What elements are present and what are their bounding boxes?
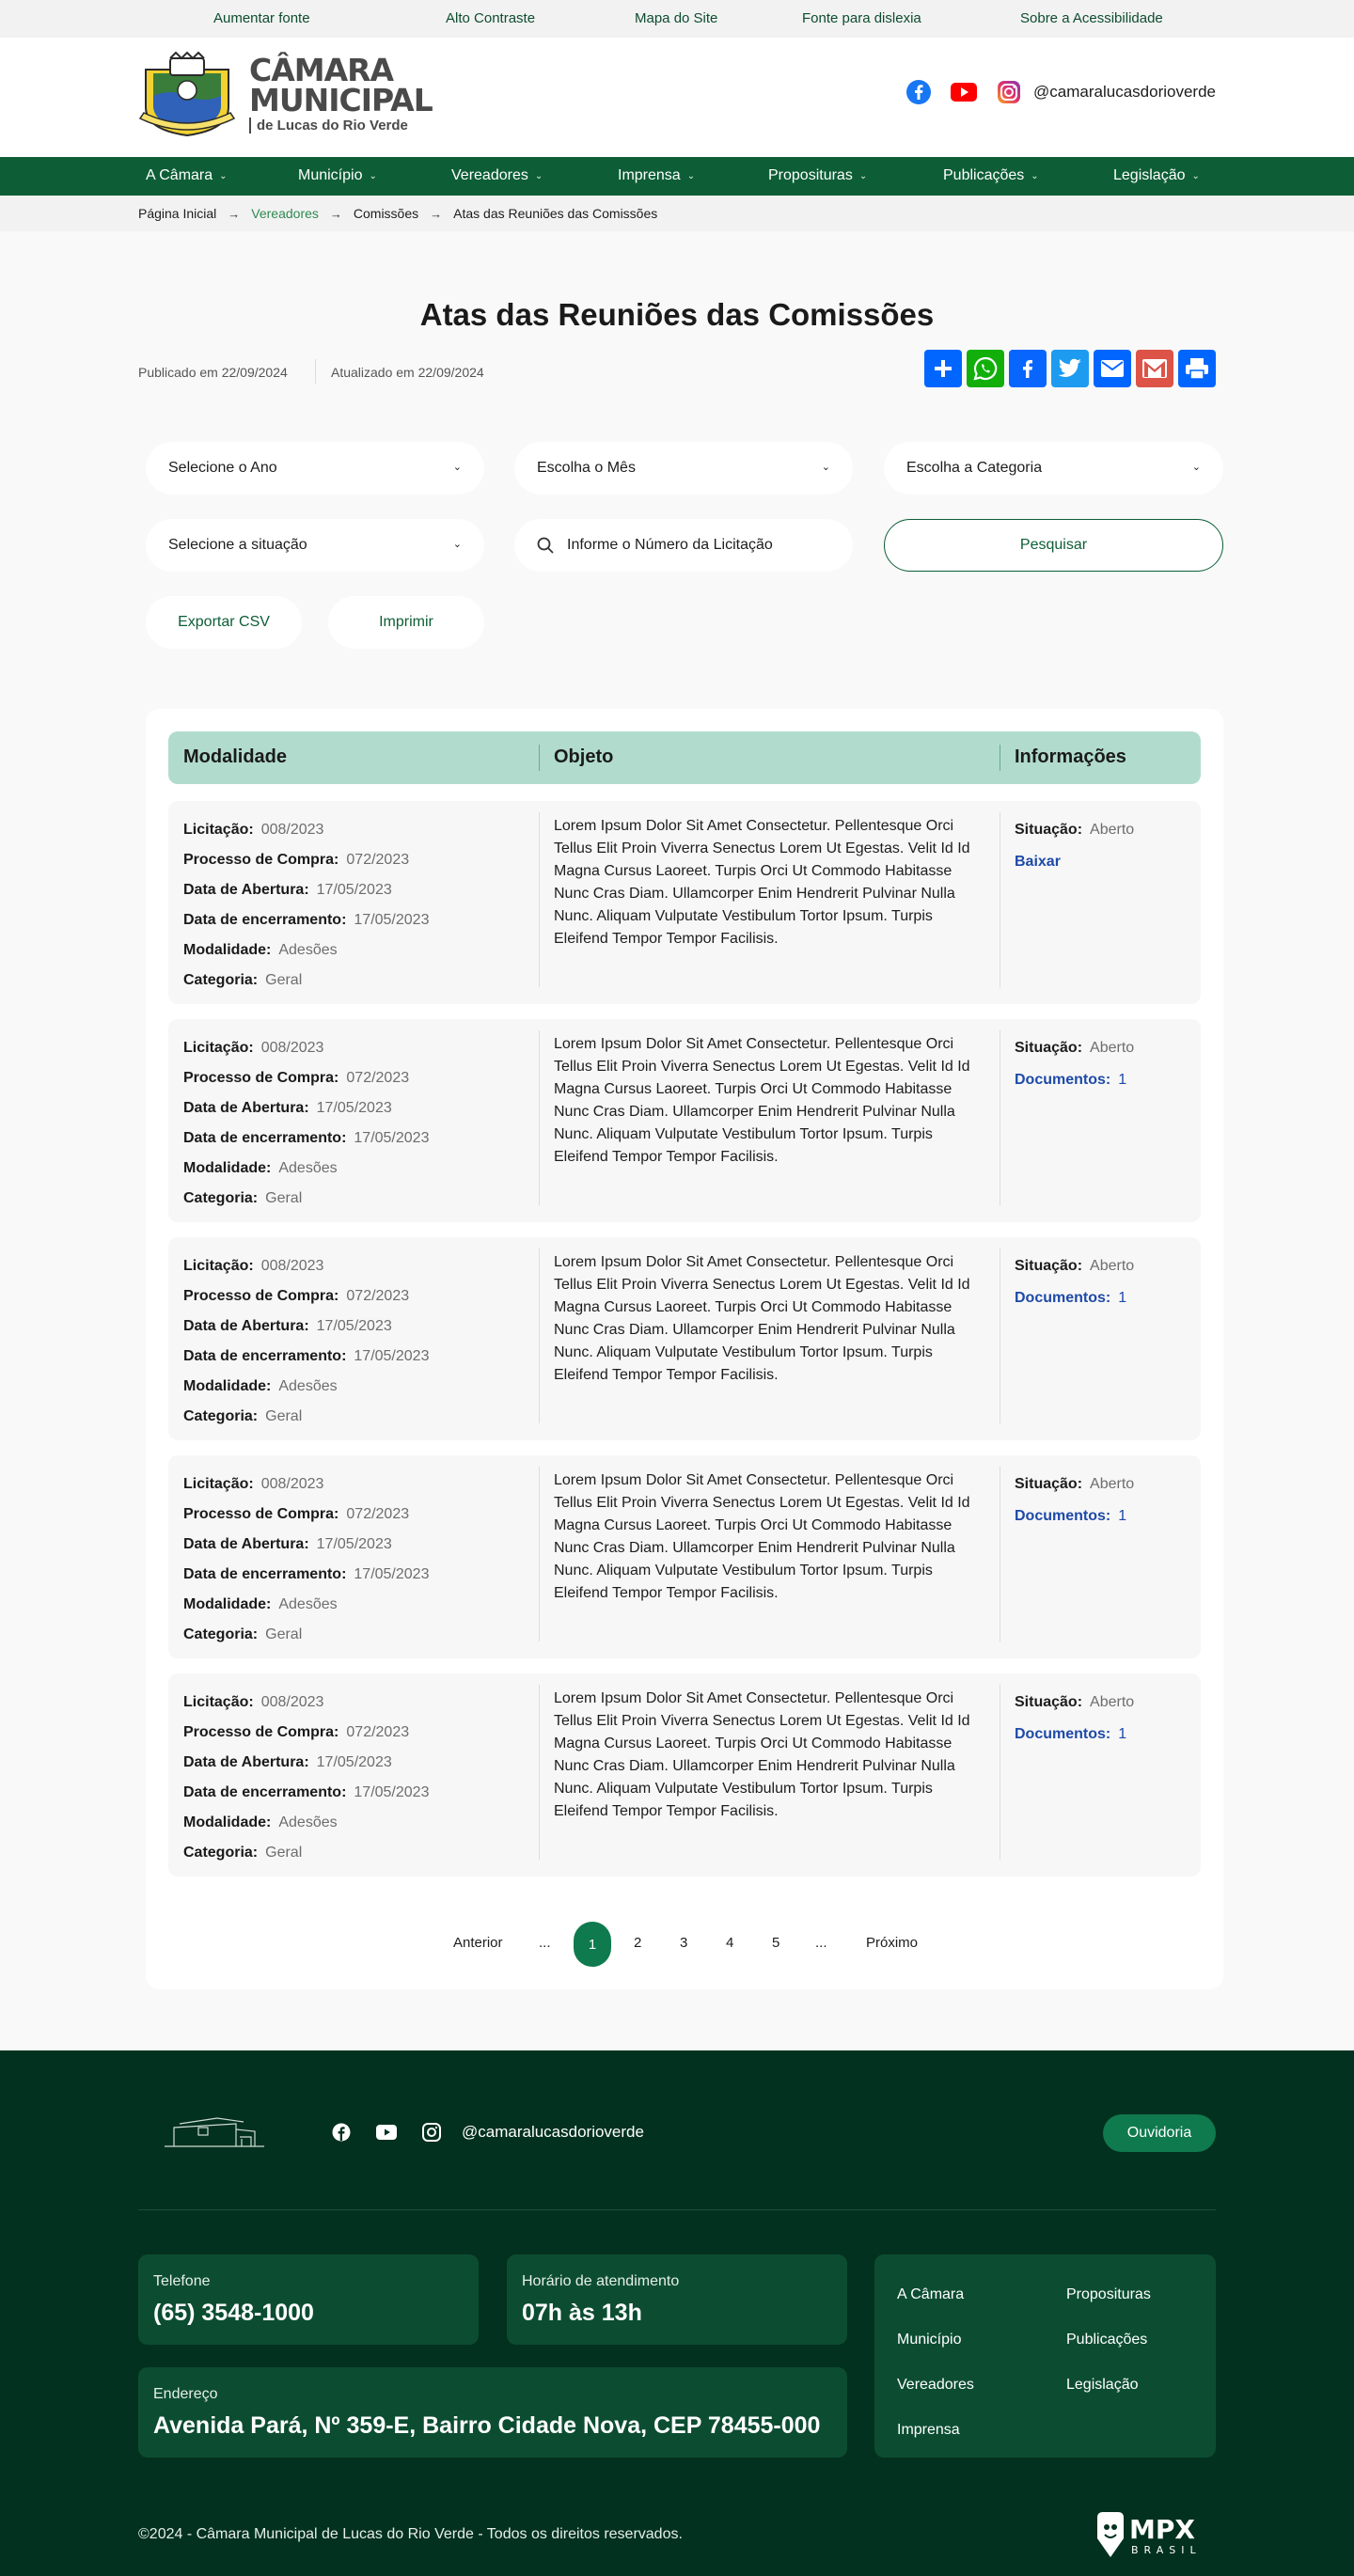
row-situacao-label: Situação: (1015, 1258, 1083, 1274)
row-processo-value: 072/2023 (346, 1288, 410, 1304)
chevron-down-icon: ⌄ (219, 170, 228, 181)
situation-select[interactable] (146, 519, 484, 572)
row-modalidade (183, 1590, 429, 1620)
youtube-icon[interactable] (951, 79, 977, 105)
chevron-down-icon: ⌄ (821, 462, 830, 473)
row-licitacao (183, 1688, 429, 1718)
row-documentos-link[interactable] (1015, 1718, 1134, 1751)
row-modalidade-label: Modalidade: (183, 1378, 272, 1394)
row-categoria-label: Categoria: (183, 1408, 259, 1424)
row-licitacao-label: Licitação: (183, 1694, 254, 1710)
row-documentos-link[interactable] (1015, 1500, 1134, 1533)
instagram-icon[interactable] (420, 2121, 443, 2144)
row-informacoes-cell (1015, 1251, 1134, 1315)
chevron-down-icon: ⌄ (452, 539, 462, 550)
row-documentos-link[interactable] (1015, 1281, 1134, 1315)
building-icon (161, 2114, 268, 2152)
chevron-down-icon: ⌄ (534, 170, 543, 181)
accessibility-bar (0, 0, 1354, 38)
row-documentos-count: 1 (1118, 1072, 1127, 1088)
row-processo (183, 1063, 429, 1093)
breadcrumb-vereadores[interactable]: Vereadores (251, 206, 319, 221)
row-abertura-label: Data de Abertura: (183, 1100, 309, 1116)
row-encerramento-label: Data de encerramento: (183, 1566, 347, 1582)
breadcrumb-home[interactable]: Página Inicial (138, 206, 217, 221)
row-licitacao-label: Licitação: (183, 822, 254, 838)
row-abertura-value: 17/05/2023 (316, 1536, 392, 1552)
results-card (146, 709, 1223, 1989)
footer-link-proposituras[interactable]: Proposituras (1066, 2286, 1151, 2302)
arrow-right-icon: → (329, 206, 342, 221)
ouvidoria-button[interactable]: Ouvidoria (1103, 2114, 1216, 2152)
row-categoria-value: Geral (265, 1845, 303, 1861)
row-abertura-label: Data de Abertura: (183, 1536, 309, 1552)
row-processo-label: Processo de Compra: (183, 1724, 339, 1740)
twitter-icon[interactable] (1051, 350, 1089, 387)
nav-item-camara[interactable] (146, 167, 228, 184)
hours-label: Horário de atendimento (522, 2273, 680, 2289)
nav-label: Município (298, 167, 363, 183)
row-encerramento (183, 1778, 429, 1808)
row-processo-label: Processo de Compra: (183, 1506, 339, 1522)
logo-line-3: de Lucas do Rio Verde (249, 118, 433, 134)
row-modalidade-label: Modalidade: (183, 1814, 272, 1830)
phone-label: Telefone (153, 2273, 211, 2289)
row-modalidade-cell (183, 815, 429, 996)
search-icon (537, 537, 554, 554)
row-download-link[interactable]: Baixar (1015, 854, 1061, 870)
row-situacao-label: Situação: (1015, 822, 1083, 838)
row-documentos-count: 1 (1118, 1508, 1127, 1524)
row-licitacao-label: Licitação: (183, 1040, 254, 1056)
pagination-ellipsis: ... (815, 1935, 827, 1951)
row-modalidade-cell (183, 1033, 429, 1214)
row-encerramento-value: 17/05/2023 (354, 1130, 430, 1146)
site-header (0, 38, 1354, 157)
row-situacao-value: Aberto (1090, 1040, 1135, 1056)
row-encerramento-label: Data de encerramento: (183, 912, 347, 928)
row-encerramento (183, 1123, 429, 1154)
copyright: ©2024 - Câmara Municipal de Lucas do Rio Verde - Todos os direitos reservados. (138, 2526, 683, 2542)
nav-label: Legislação (1113, 167, 1186, 183)
footer-link-imprensa[interactable]: Imprensa (897, 2422, 960, 2438)
chevron-down-icon: ⌄ (858, 170, 868, 181)
row-situacao-value: Aberto (1090, 822, 1135, 838)
row-encerramento (183, 1342, 429, 1372)
chevron-down-icon: ⌄ (452, 462, 462, 473)
row-categoria (183, 966, 429, 996)
nav-label: Imprensa (618, 167, 681, 183)
cell-divider (539, 812, 540, 987)
pagination-page[interactable]: 5 (772, 1935, 780, 1951)
pagination-page-current[interactable]: 1 (574, 1922, 611, 1967)
address-label: Endereço (153, 2386, 218, 2402)
main-content (138, 297, 1216, 1989)
row-situacao-label: Situação: (1015, 1040, 1083, 1056)
main-nav (0, 157, 1354, 196)
footer-social-handle[interactable]: @camaralucasdorioverde (462, 2123, 644, 2141)
breadcrumb-comissoes[interactable]: Comissões (353, 206, 419, 221)
row-abertura-label: Data de Abertura: (183, 1754, 309, 1770)
pagination (146, 1922, 1223, 1967)
row-modalidade (183, 1808, 429, 1838)
category-select[interactable] (884, 442, 1223, 495)
table-row (168, 1455, 1201, 1658)
row-categoria-label: Categoria: (183, 972, 259, 988)
pagination-page[interactable]: 4 (726, 1935, 734, 1951)
row-modalidade-value: Adesões (278, 1378, 338, 1394)
header-objeto: Objeto (554, 746, 614, 767)
row-licitacao (183, 1251, 429, 1281)
row-categoria-label: Categoria: (183, 1845, 259, 1861)
row-modalidade-value: Adesões (278, 1160, 338, 1176)
row-documentos-label: Documentos: (1015, 1726, 1111, 1742)
nav-item-publicacoes[interactable] (943, 167, 1039, 184)
hours-box (507, 2254, 847, 2345)
row-situacao-label: Situação: (1015, 1476, 1083, 1492)
row-modalidade-label: Modalidade: (183, 1596, 272, 1612)
row-modalidade-label: Modalidade: (183, 942, 272, 958)
row-abertura (183, 1312, 429, 1342)
dyslexia-font-link[interactable]: Fonte para dislexia (802, 10, 921, 26)
row-modalidade (183, 935, 429, 966)
chevron-down-icon: ⌄ (1191, 170, 1200, 181)
row-situacao-label: Situação: (1015, 1694, 1083, 1710)
footer-link-vereadores[interactable]: Vereadores (897, 2377, 974, 2393)
nav-item-vereadores[interactable] (451, 167, 543, 184)
facebook-share-icon[interactable] (1009, 350, 1047, 387)
row-documentos-count: 1 (1118, 1290, 1127, 1306)
email-icon[interactable] (1094, 350, 1131, 387)
row-categoria (183, 1184, 429, 1214)
year-select[interactable] (146, 442, 484, 495)
chevron-down-icon: ⌄ (369, 170, 377, 181)
search-placeholder: Informe o Número da Licitação (567, 537, 773, 553)
arrow-right-icon: → (228, 206, 241, 221)
cell-divider (539, 1030, 540, 1205)
row-abertura-label: Data de Abertura: (183, 1318, 309, 1334)
social-handle[interactable]: @camaralucasdorioverde (1033, 83, 1216, 101)
share-plus-icon[interactable] (924, 350, 962, 387)
month-select[interactable] (514, 442, 853, 495)
row-processo-value: 072/2023 (346, 1070, 410, 1086)
nav-label: Vereadores (451, 167, 528, 183)
nav-label: Publicações (943, 167, 1025, 183)
table-row (168, 801, 1201, 1004)
row-processo (183, 1718, 429, 1748)
row-processo (183, 845, 429, 875)
row-categoria-value: Geral (265, 1626, 303, 1642)
footer-link-camara[interactable]: A Câmara (897, 2286, 965, 2302)
row-processo-value: 072/2023 (346, 1724, 410, 1740)
row-licitacao-value: 008/2023 (260, 1040, 324, 1056)
filter-panel (138, 442, 1216, 668)
breadcrumb-current: Atas das Reuniões das Comissões (453, 206, 658, 221)
situation-select-value: Selecione a situação (168, 537, 307, 553)
increase-font-link[interactable]: Aumentar fonte (213, 10, 310, 26)
row-situacao (1015, 1688, 1134, 1718)
row-encerramento-value: 17/05/2023 (354, 1566, 430, 1582)
address-value: Avenida Pará, Nº 359-E, Bairro Cidade Nova, CEP 78455-000 (153, 2412, 821, 2439)
nav-item-imprensa[interactable] (618, 167, 695, 184)
row-encerramento-value: 17/05/2023 (354, 1348, 430, 1364)
row-modalidade-label: Modalidade: (183, 1160, 272, 1176)
row-encerramento (183, 1560, 429, 1590)
search-button[interactable]: Pesquisar (884, 519, 1223, 572)
updated-date: Atualizado em 22/09/2024 (331, 365, 484, 380)
row-categoria (183, 1620, 429, 1650)
pagination-ellipsis: ... (539, 1935, 551, 1951)
row-objeto: Lorem Ipsum Dolor Sit Amet Consectetur. Pellentesque Orci Tellus Elit Proin Viverra Senectus Lorem Ut Egestas. Velit Id Id Magna Cursus Laoreet. Turpis Orci Ut Commodo Habitasse Nunc Cras Diam. Ullamcorper Enim Hendrerit Pulvinar Nulla Nunc. Aliquam Vulputate Vestibulum Tortor Ipsum. Turpis Eleifend Tempor Tempor Facilisis. (554, 1254, 970, 1383)
row-informacoes-cell (1015, 1469, 1134, 1533)
mpx-brasil-logo[interactable] (1094, 2510, 1216, 2559)
row-modalidade (183, 1372, 429, 1402)
row-informacoes-cell (1015, 1033, 1134, 1097)
chevron-down-icon: ⌄ (1031, 170, 1039, 181)
header-modalidade: Modalidade (183, 746, 288, 767)
nav-item-legislacao[interactable] (1113, 167, 1200, 184)
row-encerramento-label: Data de encerramento: (183, 1130, 347, 1146)
row-abertura (183, 1748, 429, 1778)
phone-value[interactable]: (65) 3548-1000 (153, 2300, 314, 2326)
pagination-next[interactable]: Próximo (866, 1935, 919, 1951)
row-processo (183, 1281, 429, 1312)
table-body (168, 801, 1201, 1877)
meta-divider (315, 359, 316, 384)
row-documentos-label: Documentos: (1015, 1508, 1111, 1524)
row-abertura (183, 1093, 429, 1123)
svg-text:BRASIL: BRASIL (1131, 2544, 1202, 2556)
header-social (887, 79, 1216, 105)
row-processo-label: Processo de Compra: (183, 852, 339, 868)
pagination-page[interactable]: 2 (634, 1935, 642, 1951)
site-footer (0, 2050, 1354, 2576)
row-abertura (183, 875, 429, 905)
header-divider (539, 745, 540, 771)
published-date: Publicado em 22/09/2024 (138, 365, 288, 380)
crest-icon (138, 51, 236, 137)
page-meta (138, 350, 1216, 391)
chevron-down-icon: ⌄ (1191, 462, 1201, 473)
cell-divider (539, 1685, 540, 1860)
cell-divider (539, 1467, 540, 1641)
facebook-icon[interactable] (330, 2121, 353, 2144)
address-box (138, 2367, 847, 2458)
licitacao-search-input[interactable] (514, 519, 853, 572)
arrow-right-icon: → (430, 206, 443, 221)
row-licitacao-value: 008/2023 (260, 822, 324, 838)
row-abertura-value: 17/05/2023 (316, 1100, 392, 1116)
row-abertura-value: 17/05/2023 (316, 882, 392, 898)
row-documentos-label: Documentos: (1015, 1290, 1111, 1306)
row-documentos-label: Documentos: (1015, 1072, 1111, 1088)
print-button[interactable]: Imprimir (328, 596, 484, 649)
row-situacao-value: Aberto (1090, 1694, 1135, 1710)
row-licitacao-value: 008/2023 (260, 1476, 324, 1492)
chevron-down-icon: ⌄ (686, 170, 696, 181)
category-select-value: Escolha a Categoria (906, 460, 1043, 476)
row-categoria-label: Categoria: (183, 1190, 259, 1206)
table-row (168, 1673, 1201, 1877)
year-select-value: Selecione o Ano (168, 460, 277, 476)
row-licitacao-label: Licitação: (183, 1258, 254, 1274)
row-modalidade-cell (183, 1251, 429, 1432)
hours-value: 07h às 13h (522, 2300, 642, 2326)
row-modalidade-cell (183, 1469, 429, 1650)
breadcrumb (0, 196, 1354, 231)
row-encerramento-value: 17/05/2023 (354, 1784, 430, 1800)
row-processo-label: Processo de Compra: (183, 1070, 339, 1086)
row-situacao (1015, 1033, 1134, 1063)
footer-link-publicacoes[interactable]: Publicações (1066, 2332, 1148, 2348)
row-modalidade-cell (183, 1688, 429, 1868)
row-encerramento-label: Data de encerramento: (183, 1348, 347, 1364)
gmail-icon[interactable] (1136, 350, 1173, 387)
pagination-page[interactable]: 3 (680, 1935, 688, 1951)
nav-item-municipio[interactable] (298, 167, 377, 184)
row-licitacao (183, 815, 429, 845)
row-categoria-value: Geral (265, 1408, 303, 1424)
footer-social (330, 2121, 644, 2144)
row-abertura-value: 17/05/2023 (316, 1318, 392, 1334)
export-csv-button[interactable]: Exportar CSV (146, 596, 302, 649)
site-logo[interactable] (138, 51, 433, 137)
footer-links (874, 2254, 1216, 2458)
nav-label: A Câmara (146, 167, 213, 183)
row-modalidade (183, 1154, 429, 1184)
row-encerramento-label: Data de encerramento: (183, 1784, 347, 1800)
row-processo (183, 1500, 429, 1530)
row-documentos-count: 1 (1118, 1726, 1127, 1742)
row-encerramento-value: 17/05/2023 (354, 912, 430, 928)
youtube-icon[interactable] (375, 2121, 398, 2144)
footer-divider (138, 2209, 1216, 2210)
row-processo-value: 072/2023 (346, 1506, 410, 1522)
share-buttons (920, 350, 1216, 387)
row-situacao (1015, 1251, 1134, 1281)
row-abertura-value: 17/05/2023 (316, 1754, 392, 1770)
pagination-prev[interactable]: Anterior (453, 1935, 503, 1951)
row-abertura-label: Data de Abertura: (183, 882, 309, 898)
row-encerramento (183, 905, 429, 935)
row-objeto: Lorem Ipsum Dolor Sit Amet Consectetur. Pellentesque Orci Tellus Elit Proin Viverra Senectus Lorem Ut Egestas. Velit Id Id Magna Cursus Laoreet. Turpis Orci Ut Commodo Habitasse Nunc Cras Diam. Ullamcorper Enim Hendrerit Pulvinar Nulla Nunc. Aliquam Vulputate Vestibulum Tortor Ipsum. Turpis Eleifend Tempor Tempor Facilisis. (554, 1036, 970, 1165)
row-informacoes-cell (1015, 815, 1134, 879)
row-documentos-link[interactable] (1015, 1063, 1134, 1097)
row-situacao (1015, 1469, 1134, 1500)
page-title: Atas das Reuniões das Comissões (419, 297, 935, 332)
row-situacao (1015, 815, 1134, 845)
row-categoria-value: Geral (265, 972, 303, 988)
row-objeto: Lorem Ipsum Dolor Sit Amet Consectetur. Pellentesque Orci Tellus Elit Proin Viverra Senectus Lorem Ut Egestas. Velit Id Id Magna Cursus Laoreet. Turpis Orci Ut Commodo Habitasse Nunc Cras Diam. Ullamcorper Enim Hendrerit Pulvinar Nulla Nunc. Aliquam Vulputate Vestibulum Tortor Ipsum. Turpis Eleifend Tempor Tempor Facilisis. (554, 818, 970, 947)
row-informacoes-cell (1015, 1688, 1134, 1751)
row-modalidade-value: Adesões (278, 1596, 338, 1612)
nav-label: Proposituras (768, 167, 853, 183)
row-categoria (183, 1838, 429, 1868)
header-informacoes: Informações (1015, 746, 1126, 767)
row-objeto: Lorem Ipsum Dolor Sit Amet Consectetur. Pellentesque Orci Tellus Elit Proin Viverra Senectus Lorem Ut Egestas. Velit Id Id Magna Cursus Laoreet. Turpis Orci Ut Commodo Habitasse Nunc Cras Diam. Ullamcorper Enim Hendrerit Pulvinar Nulla Nunc. Aliquam Vulputate Vestibulum Tortor Ipsum. Turpis Eleifend Tempor Tempor Facilisis. (554, 1690, 970, 1819)
row-licitacao-value: 008/2023 (260, 1258, 324, 1274)
table-row (168, 1019, 1201, 1222)
about-accessibility-link[interactable]: Sobre a Acessibilidade (1020, 10, 1163, 26)
table-row (168, 1237, 1201, 1440)
print-icon[interactable] (1178, 350, 1216, 387)
footer-link-legislacao[interactable]: Legislação (1066, 2377, 1139, 2393)
facebook-icon[interactable] (905, 79, 932, 105)
row-processo-label: Processo de Compra: (183, 1288, 339, 1304)
row-categoria-label: Categoria: (183, 1626, 259, 1642)
sitemap-link[interactable]: Mapa do Site (635, 10, 718, 26)
logo-line-2: MUNICIPAL (249, 81, 433, 118)
logo-line-1: CÂMARA (249, 51, 394, 88)
row-modalidade-value: Adesões (278, 942, 338, 958)
footer-link-municipio[interactable]: Município (897, 2332, 962, 2348)
svg-text:MPX: MPX (1129, 2514, 1195, 2545)
row-situacao-value: Aberto (1090, 1476, 1135, 1492)
row-objeto: Lorem Ipsum Dolor Sit Amet Consectetur. Pellentesque Orci Tellus Elit Proin Viverra Senectus Lorem Ut Egestas. Velit Id Id Magna Cursus Laoreet. Turpis Orci Ut Commodo Habitasse Nunc Cras Diam. Ullamcorper Enim Hendrerit Pulvinar Nulla Nunc. Aliquam Vulputate Vestibulum Tortor Ipsum. Turpis Eleifend Tempor Tempor Facilisis. (554, 1472, 970, 1601)
table-header (168, 731, 1201, 784)
row-categoria-value: Geral (265, 1190, 303, 1206)
whatsapp-icon[interactable] (967, 350, 1004, 387)
cell-divider (539, 1249, 540, 1423)
row-modalidade-value: Adesões (278, 1814, 338, 1830)
row-situacao-value: Aberto (1090, 1258, 1135, 1274)
row-licitacao-value: 008/2023 (260, 1694, 324, 1710)
instagram-icon[interactable] (996, 79, 1022, 105)
phone-box (138, 2254, 479, 2345)
high-contrast-link[interactable]: Alto Contraste (446, 10, 536, 26)
row-licitacao-label: Licitação: (183, 1476, 254, 1492)
row-categoria (183, 1402, 429, 1432)
row-licitacao (183, 1469, 429, 1500)
row-processo-value: 072/2023 (346, 852, 410, 868)
month-select-value: Escolha o Mês (537, 460, 636, 476)
row-abertura (183, 1530, 429, 1560)
row-licitacao (183, 1033, 429, 1063)
nav-item-proposituras[interactable] (768, 167, 867, 184)
